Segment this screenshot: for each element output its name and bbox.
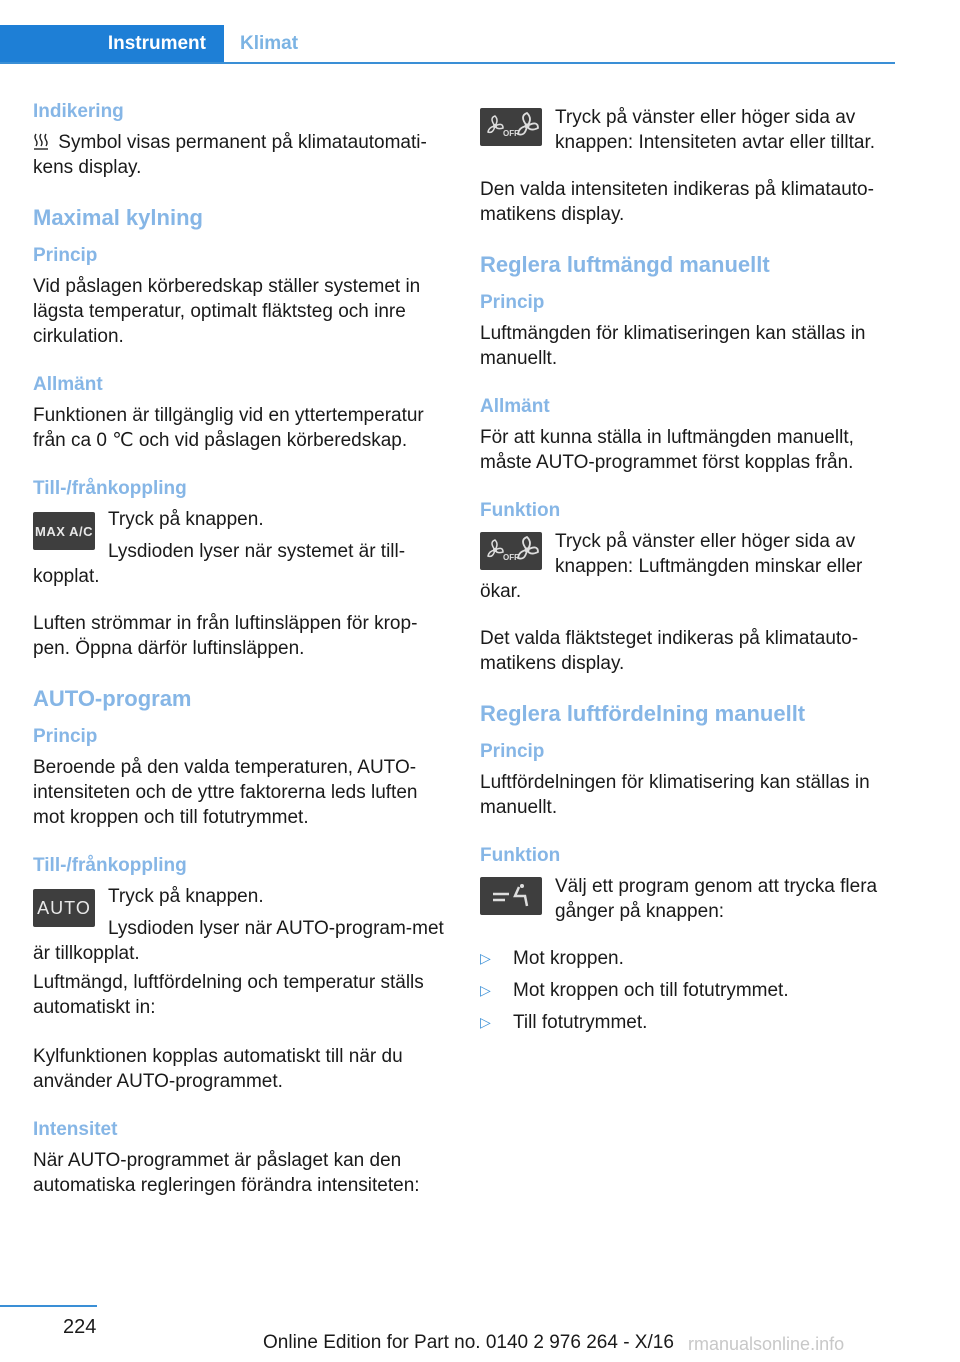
heat-waves-icon [33, 132, 49, 150]
valda-intensitet-text: Den valda intensiteten indikeras på klimatauto-matikens display. [480, 179, 874, 225]
heading-till-frankoppling-2: Till-/frånkoppling [33, 855, 187, 876]
princip-2-text: Beroende på den valda temperaturen, AUTO-intensiteten och de yttre faktorerna leds luften mot kroppen och till fotutrymmet. [33, 757, 418, 828]
kylfunktion-text: Kylfunktionen kopplas automatiskt till när du använder AUTO-programmet. [33, 1046, 403, 1092]
auto-block [33, 884, 448, 966]
fan-icon [481, 110, 541, 144]
fan-icon-2 [481, 534, 541, 568]
list-item-text: Till fotutrymmet. [513, 1012, 648, 1033]
edition-text: Online Edition for Part no. 0140 2 976 264 - X/16 [263, 1332, 674, 1353]
list-item-text: Mot kroppen och till fotutrymmet. [513, 980, 789, 1001]
distribution-text: Välj ett program genom att trycka flera gånger på knappen: [555, 876, 878, 922]
airflow-fan-block [480, 529, 895, 604]
heading-allmant-2: Allmänt [480, 396, 550, 417]
heading-auto-program: AUTO-program [33, 686, 192, 711]
luftmangd-text: Luftmängd, luftfördelning och temperatur ställs automatiskt in: [33, 972, 424, 1018]
heading-maximal-kylning: Maximal kylning [33, 205, 203, 230]
right-column [480, 105, 895, 1042]
air-distribution-icon [489, 881, 533, 911]
fan-off-label-2: OFF [503, 553, 519, 562]
heading-princip: Princip [33, 245, 98, 266]
heading-funktion: Funktion [480, 500, 561, 521]
list-item [480, 978, 895, 1003]
luften-text: Luften strömmar in från luftinsläppen för krop-pen. Öppna därför luftinsläppen. [33, 613, 418, 659]
triangle-bullet-icon: ▷ [480, 950, 491, 966]
princip-text: Vid påslagen körberedskap ställer systemet in lägsta temperatur, optimalt fläktsteg och inre cirkulation. [33, 276, 421, 347]
footer-rule [0, 1305, 97, 1307]
flaktsteg-text: Det valda fläktsteget indikeras på klimatauto-matikens display. [480, 628, 859, 674]
heading-reglera-luftfordelning: Reglera luftfördelning manuellt [480, 701, 806, 726]
maxac-block [33, 507, 448, 589]
heading-indikering: Indikering [33, 101, 124, 122]
maxac-press-text: Tryck på knappen. [108, 509, 264, 530]
max-ac-button-icon: MAX A/C [33, 512, 95, 550]
watermark: rmanualsonline.info [688, 1334, 845, 1354]
heading-princip-2: Princip [33, 726, 98, 747]
triangle-bullet-icon: ▷ [480, 1014, 491, 1030]
auto-led-text: Lysdioden lyser när AUTO-program-met är tillkopplat. [33, 918, 444, 964]
indikering-body: Symbol visas permanent på klimatautomati-kens display. [33, 132, 427, 178]
heading-reglera-luftmangd: Reglera luftmängd manuellt [480, 252, 770, 277]
list-item [480, 1010, 895, 1035]
fan-button-icon-2 [480, 532, 542, 570]
heading-intensitet: Intensitet [33, 1119, 118, 1140]
left-column [33, 100, 448, 1222]
heading-allmant: Allmänt [33, 374, 103, 395]
heading-princip-4: Princip [480, 741, 545, 762]
intensitet-text: När AUTO-programmet är påslaget kan den automatiska regleringen förändra intensiteten: [33, 1150, 420, 1196]
tab-instrument[interactable]: Instrument [0, 25, 224, 62]
triangle-bullet-icon: ▷ [480, 982, 491, 998]
princip-4-text: Luftfördelningen för klimatisering kan ställas in manuellt. [480, 772, 870, 818]
intensity-fan-text: Tryck på vänster eller höger sida av knappen: Intensiteten avtar eller tilltar. [555, 107, 876, 153]
heading-funktion-2: Funktion [480, 845, 561, 866]
distribution-block [480, 874, 895, 924]
maxac-led-text: Lysdioden lyser när systemet är till-kopplat. [33, 541, 406, 587]
airflow-fan-text: Tryck på vänster eller höger sida av knappen: Luftmängden minskar eller ökar. [480, 531, 863, 602]
tab-klimat[interactable]: Klimat [240, 33, 299, 54]
allmant-text: Funktionen är tillgänglig vid en yttertemperatur från ca 0 ℃ och vid påslagen körberedskap. [33, 405, 424, 451]
list-item-text: Mot kroppen. [513, 948, 624, 969]
list-item [480, 946, 895, 971]
air-distribution-button-icon [480, 877, 542, 915]
heading-till-frankoppling: Till-/frånkoppling [33, 478, 187, 499]
distribution-list [480, 946, 895, 1035]
page-number: 224 [63, 1316, 97, 1338]
fan-button-icon [480, 108, 542, 146]
auto-press-text: Tryck på knappen. [108, 886, 264, 907]
auto-button-icon: AUTO [33, 889, 95, 927]
indikering-text [33, 130, 448, 180]
allmant-2-text: För att kunna ställa in luftmängden manuellt, måste AUTO-programmet först kopplas från. [480, 427, 854, 473]
intensity-fan-block [480, 105, 895, 155]
fan-off-label: OFF [503, 129, 519, 138]
header-tabs [0, 25, 895, 64]
princip-3-text: Luftmängden för klimatiseringen kan ställas in manuellt. [480, 323, 866, 369]
heading-princip-3: Princip [480, 292, 545, 313]
